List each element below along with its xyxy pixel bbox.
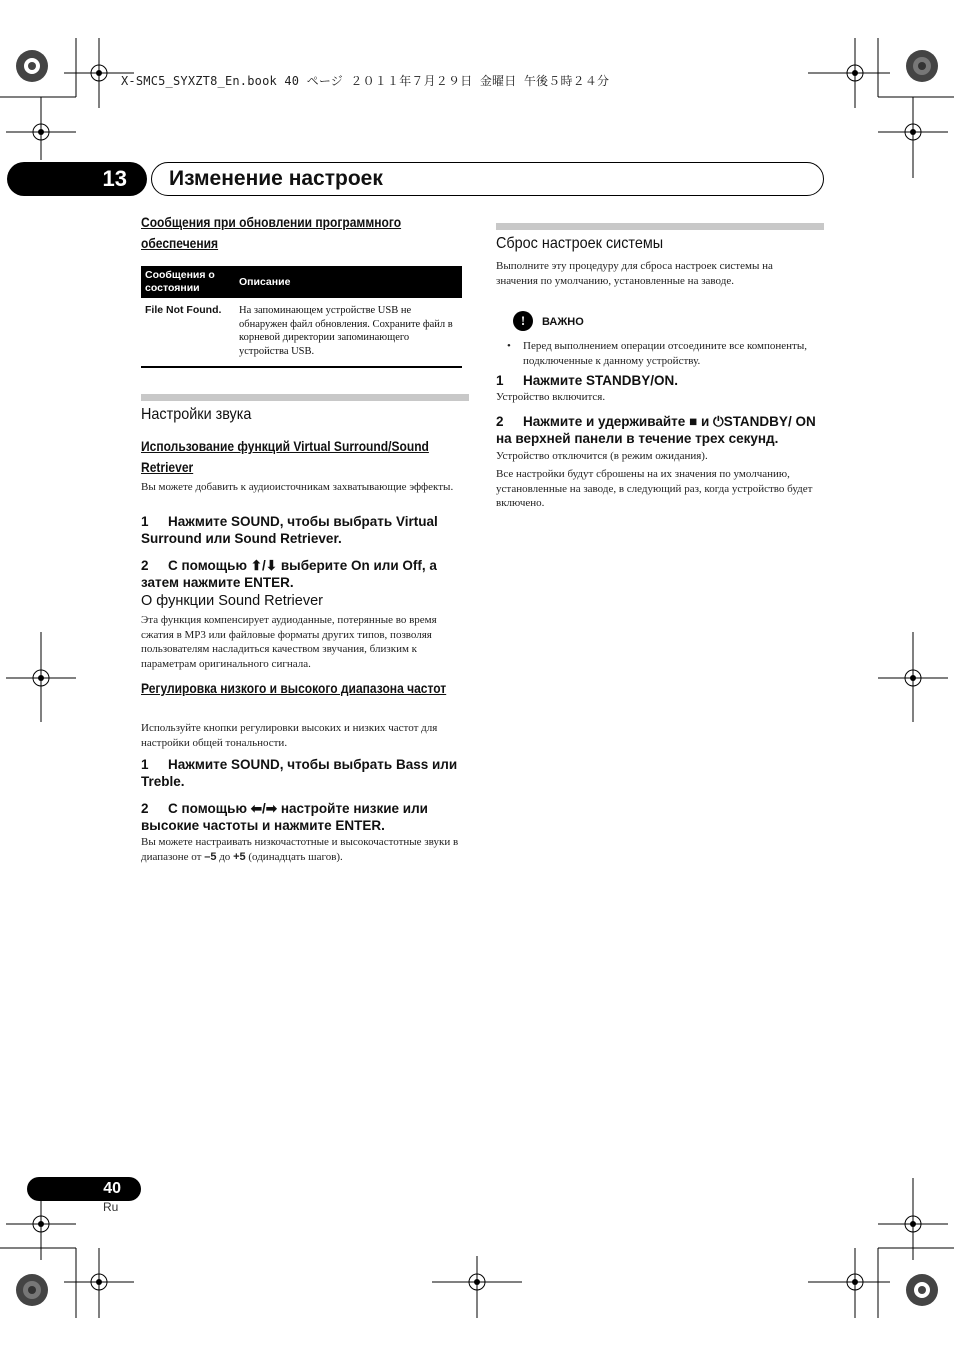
step-number: 2 xyxy=(496,414,504,429)
status-code: File Not Found. xyxy=(145,304,222,316)
update-messages-table xyxy=(141,266,462,368)
reset-heading: Сброс настроек системы xyxy=(496,235,664,252)
table-header-status: Сообщения о состоянии xyxy=(141,266,235,298)
tone-step-2 xyxy=(141,800,469,834)
up-down-arrow-icon: ⬆/⬇ xyxy=(250,558,278,573)
power-icon: ⏻ xyxy=(713,414,724,429)
step-text: Нажмите SOUND, чтобы выбрать Bass или Treble. xyxy=(141,757,458,789)
print-header-line: X-SMC5_SYXZT8_En.book 40 ページ ２０１１年７月２９日 金曜日 午後５時２４分 xyxy=(121,74,610,88)
reset-step-2 xyxy=(496,413,828,447)
language-code: Ru xyxy=(103,1200,119,1214)
left-right-arrow-icon: ⬅/➡ xyxy=(250,801,278,816)
section-divider-bar xyxy=(141,394,469,401)
step-number: 2 xyxy=(141,801,149,816)
note-text: (одинадцать шагов). xyxy=(245,850,343,863)
important-bullet xyxy=(507,339,807,368)
table-row xyxy=(141,298,462,366)
step-text: С помощью xyxy=(168,801,251,816)
vs-step-2 xyxy=(141,557,469,591)
range-min: –5 xyxy=(204,850,217,863)
sound-retriever-text: Эта функция компенсирует аудиоданные, потерянные во время сжатия в MP3 или файловые форматы других типов, позволяя пользователям насладиться качеством звучания, близким к параметрам оригинального сигнала. xyxy=(141,614,437,670)
step-text: Нажмите SOUND, чтобы выбрать Virtual Surround или Sound Retriever. xyxy=(141,514,438,546)
step-text: и xyxy=(697,414,713,429)
chapter-title: Изменение настроек xyxy=(151,162,824,196)
range-max: +5 xyxy=(233,850,246,863)
stop-icon: ■ xyxy=(689,414,698,429)
note-text: Вы можете настраивать низкочастотные и высокочастотные звуки в диапазоне от xyxy=(141,836,459,863)
step-text: выберите On или Off, а затем нажмите ENTER. xyxy=(141,558,437,590)
reset-step-1-note: Устройство включится. xyxy=(496,391,606,403)
step-number: 1 xyxy=(141,514,149,529)
virtual-surround-intro: Вы можете добавить к аудиоисточникам захватывающие эффекты. xyxy=(141,481,454,493)
vs-step-1 xyxy=(141,513,469,547)
tone-control-intro: Используйте кнопки регулировки высоких и низких частот для настройки общей тональности. xyxy=(141,722,438,749)
virtual-surround-heading: Использование функций Virtual Surround/Sound Retriever xyxy=(141,438,429,475)
important-notice xyxy=(513,311,584,331)
table-header-description: Описание xyxy=(235,266,462,298)
tone-step-1 xyxy=(141,756,469,790)
important-label: ВАЖНО xyxy=(542,315,584,328)
reset-step-2-note: Устройство отключится (в режим ожидания). xyxy=(496,450,708,462)
step-number: 1 xyxy=(496,373,504,388)
bullet-icon: • xyxy=(507,340,511,352)
step-text: настройте низкие или высокие частоты и нажмите ENTER. xyxy=(141,801,428,833)
page-number: 40 xyxy=(27,1177,141,1201)
step-text: С помощью xyxy=(168,558,251,573)
step-text: Нажмите STANDBY/ON. xyxy=(523,373,678,388)
sound-settings-heading: Настройки звука xyxy=(141,406,252,423)
warning-icon: ! xyxy=(513,311,533,331)
bullet-text: Перед выполнением операции отсоедините все компоненты, подключенные к данному устройству. xyxy=(523,340,807,367)
reset-step-1 xyxy=(496,372,826,389)
chapter-number: 13 xyxy=(7,162,147,196)
reset-intro: Выполните эту процедуру для сброса настроек системы на значения по умолчанию, установленные на заводе. xyxy=(496,260,773,287)
step-text: STANDBY/ ON на верхней панели в течение трех секунд. xyxy=(496,414,816,446)
note-text: до xyxy=(216,850,234,863)
tone-range-note xyxy=(141,835,466,864)
update-messages-heading: Сообщения при обновлении программного обеспечения xyxy=(141,214,402,251)
table-bottom-rule xyxy=(141,366,462,368)
sound-retriever-heading: О функции Sound Retriever xyxy=(141,593,323,609)
step-number: 2 xyxy=(141,558,149,573)
step-number: 1 xyxy=(141,757,149,772)
status-description: На запоминающем устройстве USB не обнаружен файл обновления. Сохраните файл в корневой директории запоминающего устройства USB. xyxy=(239,305,453,357)
reset-step-2-explanation: Все настройки будут сброшены на их значения по умолчанию, установленные на заводе, в следующий раз, когда устройство будет включено. xyxy=(496,468,813,509)
step-text: Нажмите и удерживайте xyxy=(523,414,690,429)
tone-control-heading: Регулировка низкого и высокого диапазона частот xyxy=(141,680,447,696)
section-divider-bar xyxy=(496,223,824,230)
